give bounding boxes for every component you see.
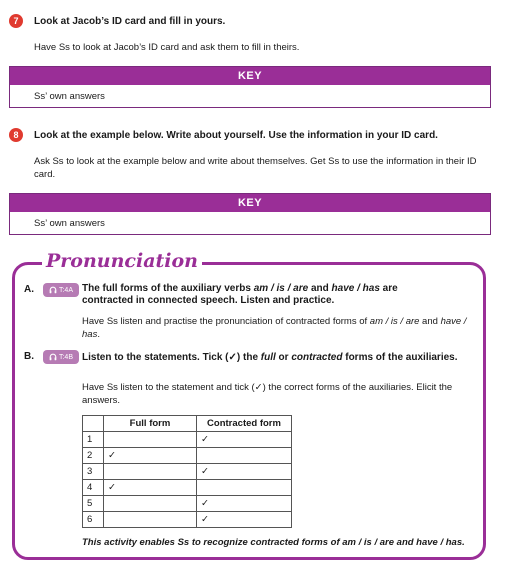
table-header-full-form: Full form — [104, 416, 197, 432]
part-a-heading: The full forms of the auxiliary verbs am / is / are and have / has are contracted in connected speech. Listen and practice. — [82, 283, 398, 306]
full-form-cell[interactable] — [104, 512, 197, 528]
headphones-icon — [49, 286, 57, 294]
table-header-contracted-form: Contracted form — [197, 416, 292, 432]
table-row — [83, 512, 292, 528]
table-row — [83, 448, 292, 464]
table-row — [83, 464, 292, 480]
table-row — [83, 432, 292, 448]
full-form-cell[interactable]: ✓ — [104, 448, 197, 464]
exercise-8-number: 8 — [9, 128, 23, 142]
full-form-cell[interactable]: ✓ — [104, 480, 197, 496]
table-header-row — [83, 416, 292, 432]
part-b-instruction: Have Ss listen to the statement and tick (✓) the correct forms of the auxiliaries. Elicit the answers. — [82, 382, 453, 406]
row-number: 4 — [83, 480, 104, 496]
exercise-7-heading: Look at Jacob’s ID card and fill in yours. — [34, 16, 226, 27]
exercise-7-key-box — [9, 66, 491, 108]
part-b-label: B. — [24, 351, 34, 362]
full-form-cell[interactable] — [104, 496, 197, 512]
contracted-form-cell[interactable] — [197, 480, 292, 496]
exercise-8-heading: Look at the example below. Write about yourself. Use the information in your ID card. — [34, 130, 438, 141]
contracted-form-cell[interactable] — [197, 448, 292, 464]
contracted-form-cell[interactable]: ✓ — [197, 432, 292, 448]
part-a-label: A. — [24, 284, 34, 295]
pronunciation-title: Pronunciation — [42, 248, 202, 274]
table-row — [83, 496, 292, 512]
exercise-7-key-answer: Ss’ own answers — [34, 90, 105, 102]
row-number: 6 — [83, 512, 104, 528]
audio-track-b: T:4B — [58, 353, 73, 361]
row-number: 3 — [83, 464, 104, 480]
audio-track-a: T:4A — [58, 286, 73, 294]
row-number: 1 — [83, 432, 104, 448]
table-row — [83, 480, 292, 496]
tick-table — [82, 415, 292, 528]
contracted-form-cell[interactable]: ✓ — [197, 496, 292, 512]
contracted-form-cell[interactable]: ✓ — [197, 464, 292, 480]
exercise-7-number: 7 — [9, 14, 23, 28]
headphones-icon — [49, 353, 57, 361]
audio-badge-a[interactable] — [43, 283, 79, 297]
exercise-8-key-label: KEY — [10, 194, 490, 212]
exercise-8-key-box — [9, 193, 491, 235]
exercise-8-key-answer: Ss’ own answers — [34, 217, 105, 229]
row-number: 2 — [83, 448, 104, 464]
exercise-7-instruction: Have Ss to look at Jacob’s ID card and ask them to fill in theirs. — [34, 42, 300, 53]
contracted-form-cell[interactable]: ✓ — [197, 512, 292, 528]
activity-note: This activity enables Ss to recognize contracted forms of am / is / are and have / has. — [82, 537, 465, 548]
part-b-heading: Listen to the statements. Tick (✓) the full or contracted forms of the auxiliaries. — [82, 352, 458, 363]
full-form-cell[interactable] — [104, 432, 197, 448]
audio-badge-b[interactable] — [43, 350, 79, 364]
row-number: 5 — [83, 496, 104, 512]
exercise-7-key-label: KEY — [10, 67, 490, 85]
full-form-cell[interactable] — [104, 464, 197, 480]
table-header-number — [83, 416, 104, 432]
exercise-8-instruction: Ask Ss to look at the example below and write about themselves. Get Ss to use the information in their ID card. — [34, 156, 477, 180]
part-a-instruction: Have Ss listen and practise the pronunciation of contracted forms of am / is / are and have / has. — [82, 316, 467, 340]
